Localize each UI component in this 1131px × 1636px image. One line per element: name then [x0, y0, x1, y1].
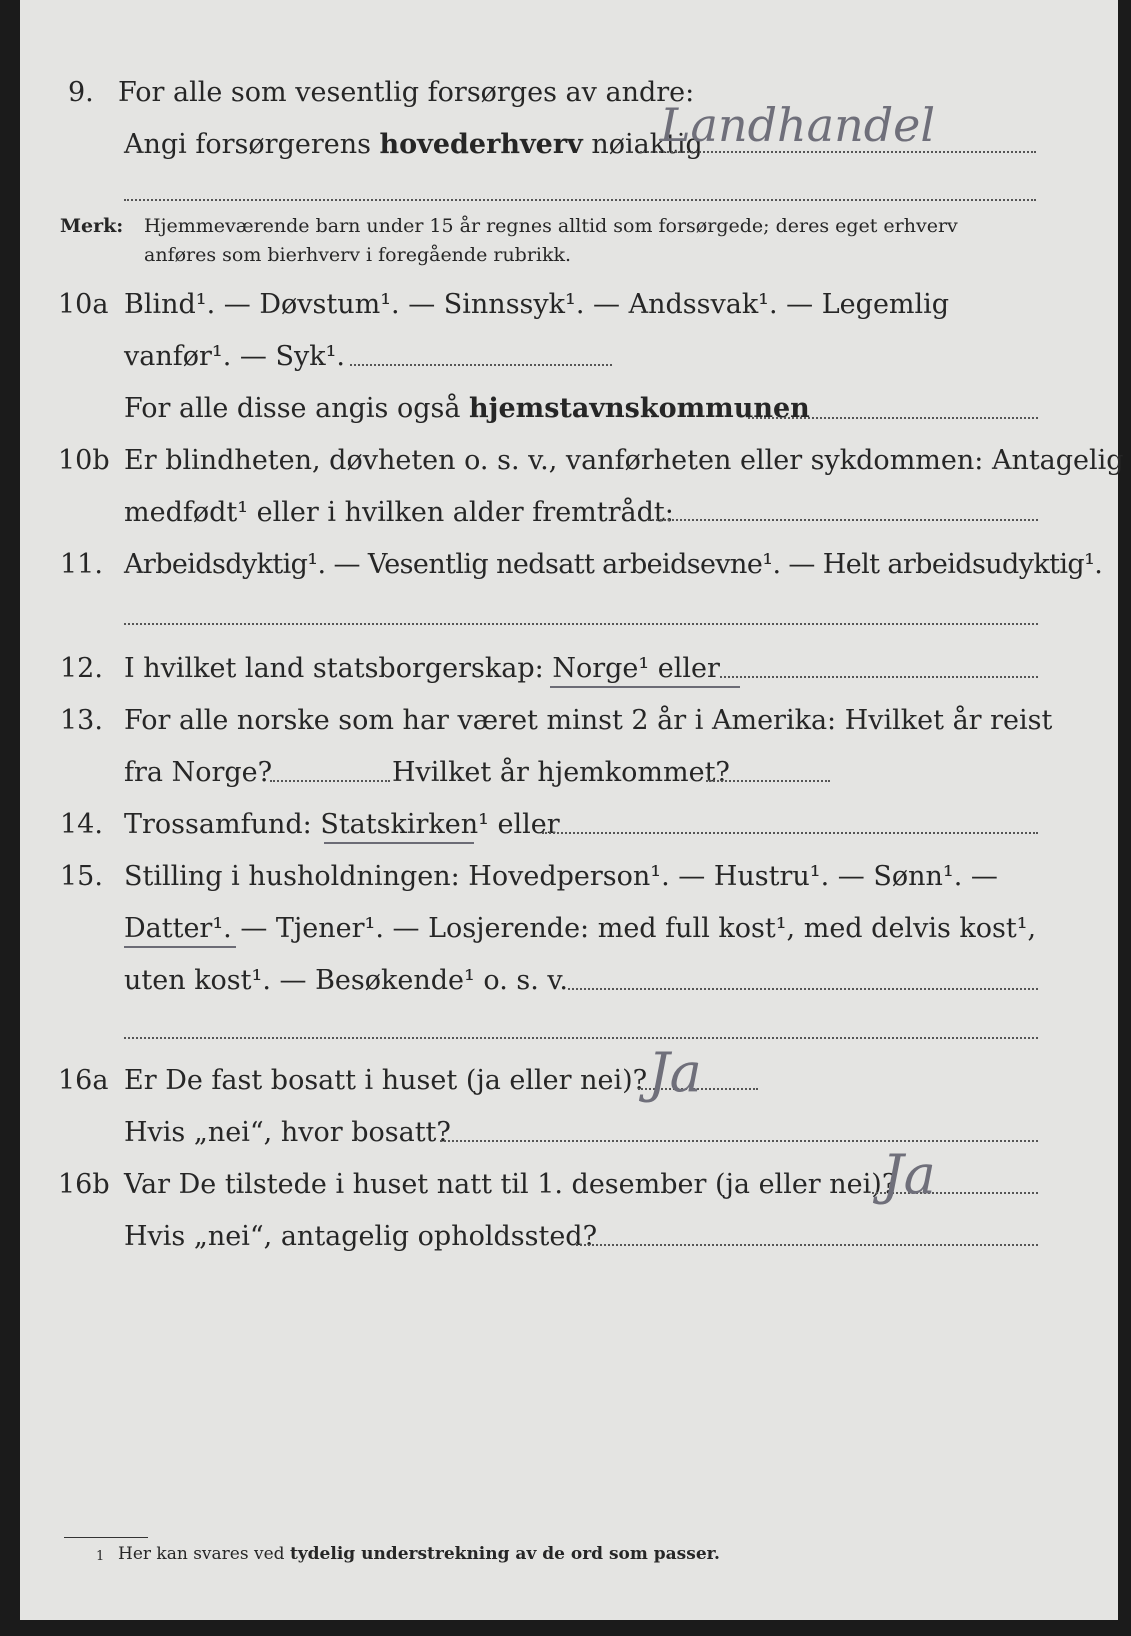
q9-extra-line[interactable] — [124, 199, 1036, 201]
merk-label: Merk: — [60, 215, 124, 237]
q10a-line3: For alle disse angis også hjemstavnskommunen — [124, 393, 810, 424]
q14-answer-line[interactable] — [542, 832, 1038, 834]
q9-handwritten-answer: Landhandel — [660, 98, 936, 152]
q11-line1: Arbeidsdyktig¹. — Vesentlig nedsatt arbeidsevne¹. — Helt arbeidsudyktig¹. — [124, 549, 1103, 580]
q15-line3: uten kost¹. — Besøkende¹ o. s. v. — [124, 965, 569, 996]
q14-number: 14. — [60, 809, 103, 840]
q10b-line1: Er blindheten, døvheten o. s. v., vanførheten eller sykdommen: Antagelig — [124, 445, 1124, 476]
q10a-line1: Blind¹. — Døvstum¹. — Sinnssyk¹. — Andssvak¹. — Legemlig — [124, 289, 950, 320]
census-form-page — [20, 0, 1124, 1620]
q12-number: 12. — [60, 653, 103, 684]
q12-underline-mark — [550, 686, 740, 688]
q10a-hjemstavn-line[interactable] — [748, 417, 1038, 419]
q16a-handwritten-answer: Ja — [648, 1041, 702, 1104]
q10a-number: 10a — [58, 289, 109, 320]
q16a-line2: Hvis „nei“, hvor bosatt? — [124, 1117, 451, 1148]
q10a-line2: vanfør¹. — Syk¹. — [124, 341, 345, 372]
q9-number: 9. — [68, 77, 94, 108]
q15-number: 15. — [60, 861, 103, 892]
q13-line1: For alle norske som har været minst 2 år i Amerika: Hvilket år reist — [124, 705, 1053, 736]
q10a-answer-line[interactable] — [350, 364, 612, 366]
q13-line2a: fra Norge? — [124, 757, 273, 788]
q9-line2: Angi forsørgerens hovederhverv nøiaktig — [124, 129, 703, 160]
q10b-line2: medfødt¹ eller i hvilken alder fremtrådt: — [124, 497, 674, 528]
q9-line1: For alle som vesentlig forsørges av andre: — [118, 77, 695, 108]
footnote-text: Her kan svares ved tydelig understrekning av de ord som passer. — [118, 1544, 720, 1564]
footnote-rule — [64, 1537, 148, 1538]
q10b-answer-line[interactable] — [648, 519, 1038, 521]
q16b-handwritten-answer: Ja — [882, 1143, 936, 1206]
q14-underline-mark — [324, 842, 474, 844]
q15-line1: Stilling i husholdningen: Hovedperson¹. — Hustru¹. — Sønn¹. — — [124, 861, 998, 892]
q16b-opphold-line[interactable] — [576, 1244, 1038, 1246]
q11-number: 11. — [60, 549, 103, 580]
q12-answer-line[interactable] — [720, 676, 1038, 678]
q15-line2: Datter¹. — Tjener¹. — Losjerende: med full kost¹, med delvis kost¹, — [124, 913, 1037, 944]
q11-answer-line[interactable] — [124, 623, 1038, 625]
q16b-line1: Var De tilstede i huset natt til 1. desember (ja eller nei)? — [124, 1169, 897, 1200]
q16a-bosatt-line[interactable] — [440, 1140, 1038, 1142]
q15-extra-line[interactable] — [124, 1037, 1038, 1039]
q15-underline-mark — [124, 946, 236, 948]
q13-number: 13. — [60, 705, 103, 736]
q16b-line2: Hvis „nei“, antagelig opholdssted? — [124, 1221, 598, 1252]
q16b-number: 16b — [58, 1169, 110, 1200]
q12-line1: I hvilket land statsborgerskap: Norge¹ eller — [124, 653, 720, 684]
merk-line2: anføres som bierhverv i foregående rubrikk. — [144, 244, 572, 266]
q15-answer-line[interactable] — [568, 988, 1038, 990]
q16a-number: 16a — [58, 1065, 109, 1096]
q13-hjem-line[interactable] — [706, 780, 830, 782]
q14-line1: Trossamfund: Statskirken¹ eller — [124, 809, 560, 840]
q16a-line1: Er De fast bosatt i huset (ja eller nei)? — [124, 1065, 648, 1096]
footnote-marker: 1 — [96, 1549, 105, 1564]
merk-line1: Hjemmeværende barn under 15 år regnes alltid som forsørgede; deres eget erhverv — [144, 215, 958, 237]
q13-line2b: Hvilket år hjemkommet? — [392, 757, 730, 788]
q10b-number: 10b — [58, 445, 110, 476]
q13-reist-line[interactable] — [270, 780, 390, 782]
